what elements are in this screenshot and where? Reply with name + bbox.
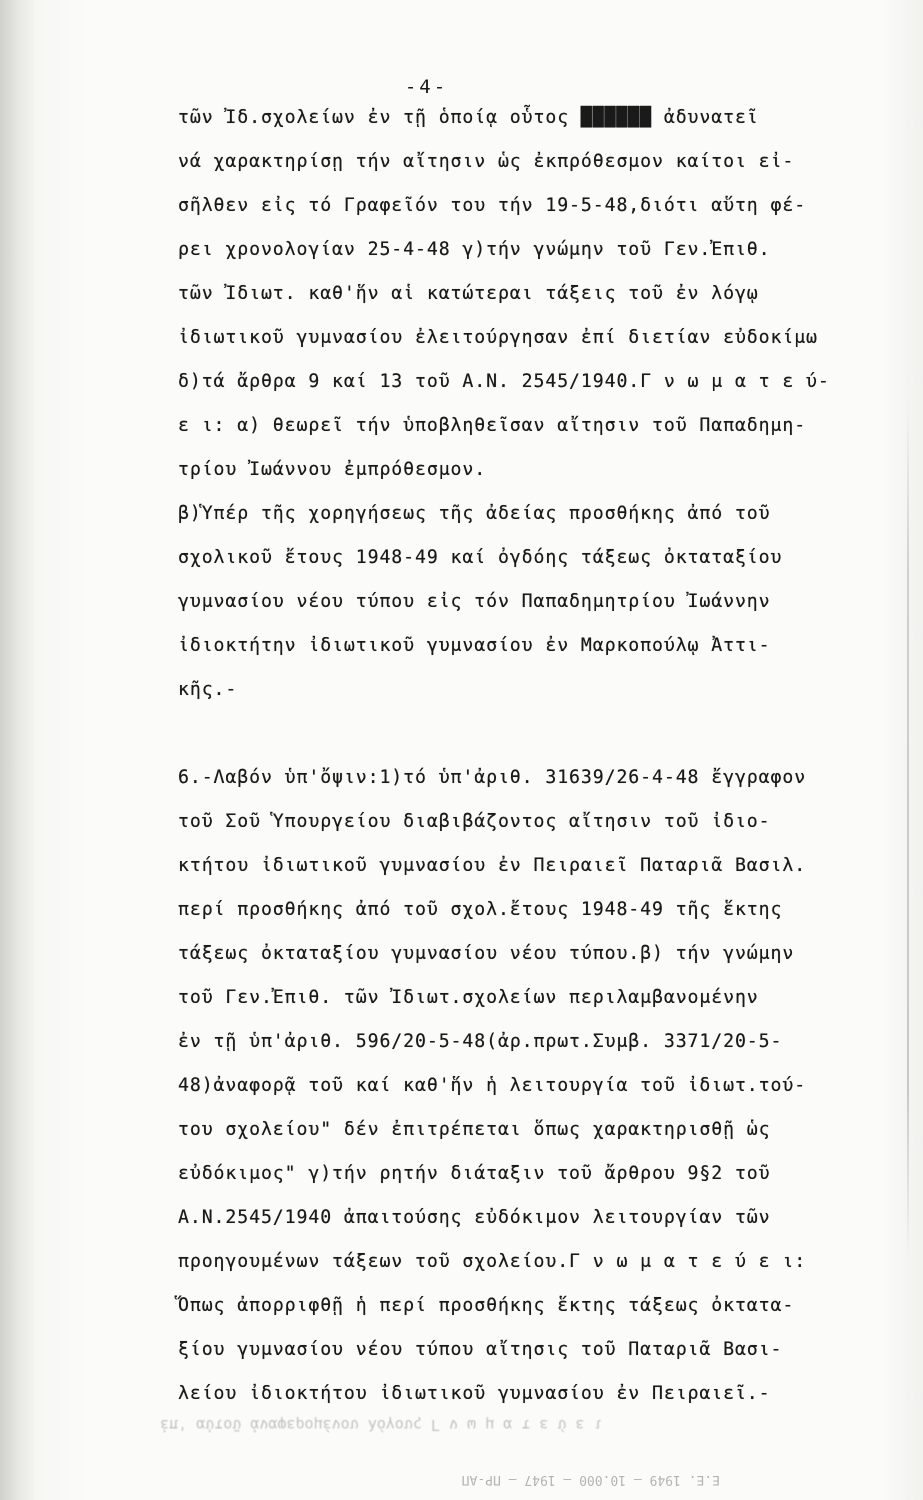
text-line: Ὅπως ἀπορριφθῇ ἡ περί προσθήκης ἕκτης τάξεως ὀκτατα- xyxy=(178,1295,795,1316)
text-line: ε ι: α) θεωρεῖ τήν ὑποβληθεῖσαν αἴτησιν τοῦ Παπαδημη- xyxy=(178,415,807,436)
bleed-through-text: ἐπ' αὐτοῦ ἀναφερομένου λόγους Γ ν ω μ α τ ε ύ ε ι xyxy=(160,1416,603,1434)
text-line: τάξεως ὀκταταξίου γυμνασίου νέου τύπου.β) τήν γνώμην xyxy=(178,943,795,964)
text-line: εὐδόκιμος" γ)τήν ρητήν διάταξιν τοῦ ἄρθρου 9§2 τοῦ xyxy=(178,1163,771,1184)
paragraph-gap xyxy=(178,712,898,756)
text-line: Α.Ν.2545/1940 ἀπαιτούσης εὐδόκιμον λειτουργίαν τῶν xyxy=(178,1207,771,1228)
printer-footer: Ε.Ε. 1949 — 10.000 — 1947 — ΠΡ-ΑΠ xyxy=(461,1472,720,1487)
text-line: 48)ἀναφορᾷ τοῦ καί καθ'ἥν ἡ λειτουργία τοῦ ἰδιωτ.τού- xyxy=(178,1075,807,1096)
text-line: τρίου Ἰωάννου ἐμπρόθεσμον. xyxy=(178,459,487,480)
text-line: ἰδιωτικοῦ γυμνασίου ἐλειτούργησαν ἐπί διετίαν εὐδοκίμω xyxy=(178,327,818,348)
text-line: του σχολείου" δέν ἐπιτρέπεται ὅπως χαρακτηρισθῇ ὡς xyxy=(178,1119,771,1140)
page-number: -4- xyxy=(404,76,449,98)
text-line: ἰδιοκτήτην ἰδιωτικοῦ γυμνασίου ἐν Μαρκοπούλῳ Ἀττι- xyxy=(178,635,771,656)
text-line: νά χαρακτηρίσῃ τήν αἴτησιν ὡς ἐκπρόθεσμον καίτοι εἰ- xyxy=(178,151,795,172)
text-line: ἐν τῇ ὑπ'ἀριθ. 596/20-5-48(ἀρ.πρωτ.Συμβ. 3371/20-5- xyxy=(178,1031,783,1052)
text-line: τῶν Ἰδ.σχολείων ἐν τῇ ὁποίᾳ οὗτος ██████ ἀδυνατεῖ xyxy=(178,107,759,128)
margin-shadow xyxy=(907,400,909,1260)
text-line: προηγουμένων τάξεων τοῦ σχολείου.Γ ν ω μ α τ ε ύ ε ι: xyxy=(178,1251,807,1272)
typewritten-body xyxy=(178,96,898,1416)
text-line: ξίου γυμνασίου νέου τύπου αἴτησις τοῦ Παταριᾶ Βασι- xyxy=(178,1339,783,1360)
text-line: γυμνασίου νέου τύπου εἰς τόν Παπαδημητρίου Ἰωάννην xyxy=(178,591,771,612)
text-line: σχολικοῦ ἔτους 1948-49 καί ὀγδόης τάξεως ὀκταταξίου xyxy=(178,547,783,568)
text-line: τῶν Ἰδιωτ. καθ'ἥν αἱ κατώτεραι τάξεις τοῦ ἐν λόγῳ xyxy=(178,283,759,304)
text-line: τοῦ Γεν.Ἐπιθ. τῶν Ἰδιωτ.σχολείων περιλαμβανομένην xyxy=(178,987,759,1008)
text-line: λείου ἰδιοκτήτου ἰδιωτικοῦ γυμνασίου ἐν Πειραιεῖ.- xyxy=(178,1383,771,1404)
text-line: σῆλθεν εἰς τό Γραφεῖόν του τήν 19-5-48,διότι αὕτη φέ- xyxy=(178,195,807,216)
text-line: ρει χρονολογίαν 25-4-48 γ)τήν γνώμην τοῦ Γεν.Ἐπιθ. xyxy=(178,239,771,260)
text-line: β)Ὑπέρ τῆς χορηγήσεως τῆς ἀδείας προσθήκης ἀπό τοῦ xyxy=(178,503,771,524)
text-line: δ)τά ἄρθρα 9 καί 13 τοῦ Α.Ν. 2545/1940.Γ ν ω μ α τ ε ύ- xyxy=(178,371,830,392)
text-line: περί προσθήκης ἀπό τοῦ σχολ.ἔτους 1948-49 τῆς ἕκτης xyxy=(178,899,783,920)
text-line: κῆς.- xyxy=(178,679,238,700)
text-line: τοῦ Σοῦ Ὑπουργείου διαβιβάζοντος αἴτησιν τοῦ ἰδιο- xyxy=(178,811,771,832)
binding-edge xyxy=(0,0,34,1500)
text-line: 6.-Λαβόν ὑπ'ὄψιν:1)τό ὑπ'ἀριθ. 31639/26-4-48 ἔγγραφον xyxy=(178,767,807,788)
text-line: κτήτου ἰδιωτικοῦ γυμνασίου ἐν Πειραιεῖ Παταριᾶ Βασιλ. xyxy=(178,855,807,876)
